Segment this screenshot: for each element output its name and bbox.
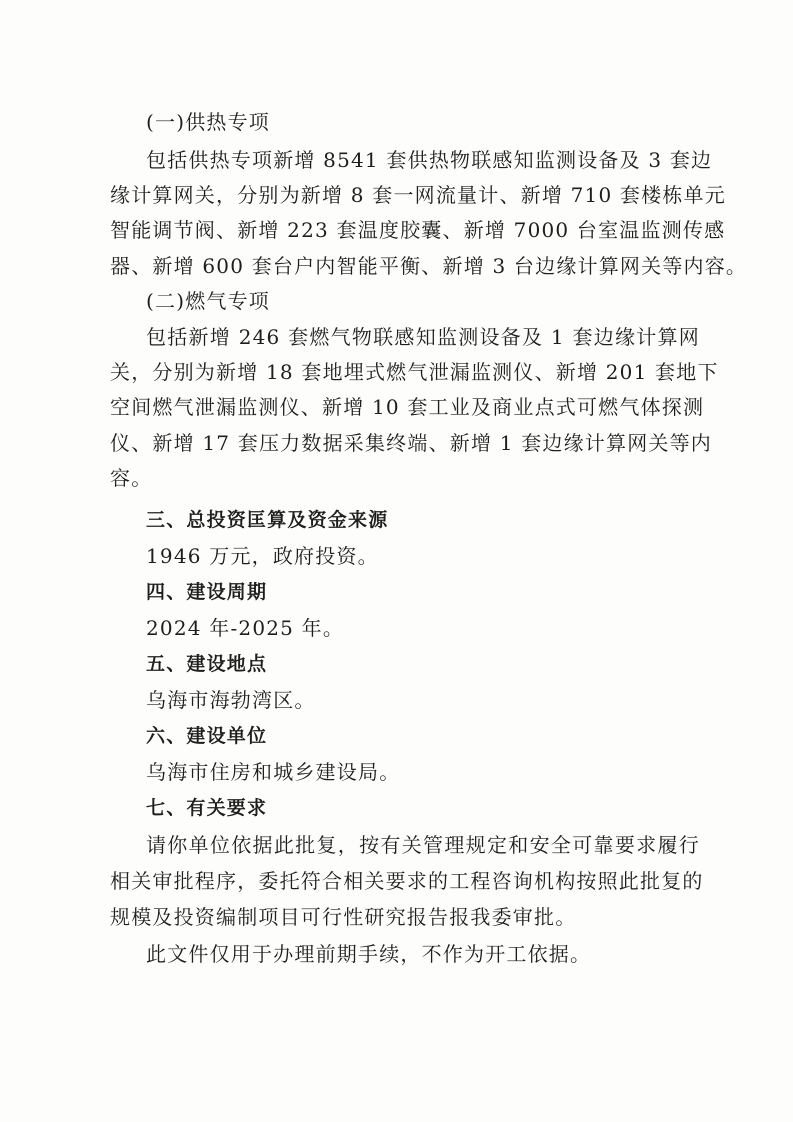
heating-line-2: 缘计算网关，分别为新增 8 套一网流量计、新增 710 套楼栋单元 [110,183,726,207]
unit-heading: 六、建设单位 [146,725,268,747]
location-text: 乌海市海勃湾区。 [146,688,316,712]
heating-line-1: 包括供热专项新增 8541 套供热物联感知监测设备及 3 套边 [146,148,713,172]
section-heating-title: (一)供热专项 [146,110,271,134]
requirements-line-3: 规模及投资编制项目可行性研究报告报我委审批。 [110,905,577,929]
gas-line-2: 关，分别为新增 18 套地埋式燃气泄漏监测仪、新增 201 套地下 [110,360,719,384]
requirements-line-1: 请你单位依据此批复，按有关管理规定和安全可靠要求履行 [146,833,700,857]
gas-line-5: 容。 [110,466,153,490]
unit-text: 乌海市住房和城乡建设局。 [146,760,401,784]
section-gas-title: (二)燃气专项 [146,289,271,313]
gas-line-1: 包括新增 246 套燃气物联感知监测设备及 1 套边缘计算网 [146,325,700,349]
period-text: 2024 年-2025 年。 [146,616,345,640]
heating-line-3: 智能调节阀、新增 223 套温度胶囊、新增 7000 台室温监测传感 [110,218,726,242]
requirements-line-2: 相关审批程序，委托符合相关要求的工程咨询机构按照此批复的 [110,869,704,893]
heating-line-4: 器、新增 600 套台户内智能平衡、新增 3 台边缘计算网关等内容。 [110,254,748,278]
location-heading: 五、建设地点 [146,653,268,675]
requirements-note: 此文件仅用于办理前期手续，不作为开工依据。 [146,942,592,966]
gas-line-3: 空间燃气泄漏监测仪、新增 10 套工业及商业点式可燃气体探测 [110,395,705,419]
requirements-heading: 七、有关要求 [146,797,268,819]
gas-line-4: 仪、新增 17 套压力数据采集终端、新增 1 套边缘计算网关等内 [110,431,713,455]
investment-text: 1946 万元，政府投资。 [146,544,379,568]
investment-heading: 三、总投资匡算及资金来源 [146,509,389,531]
period-heading: 四、建设周期 [146,581,268,603]
